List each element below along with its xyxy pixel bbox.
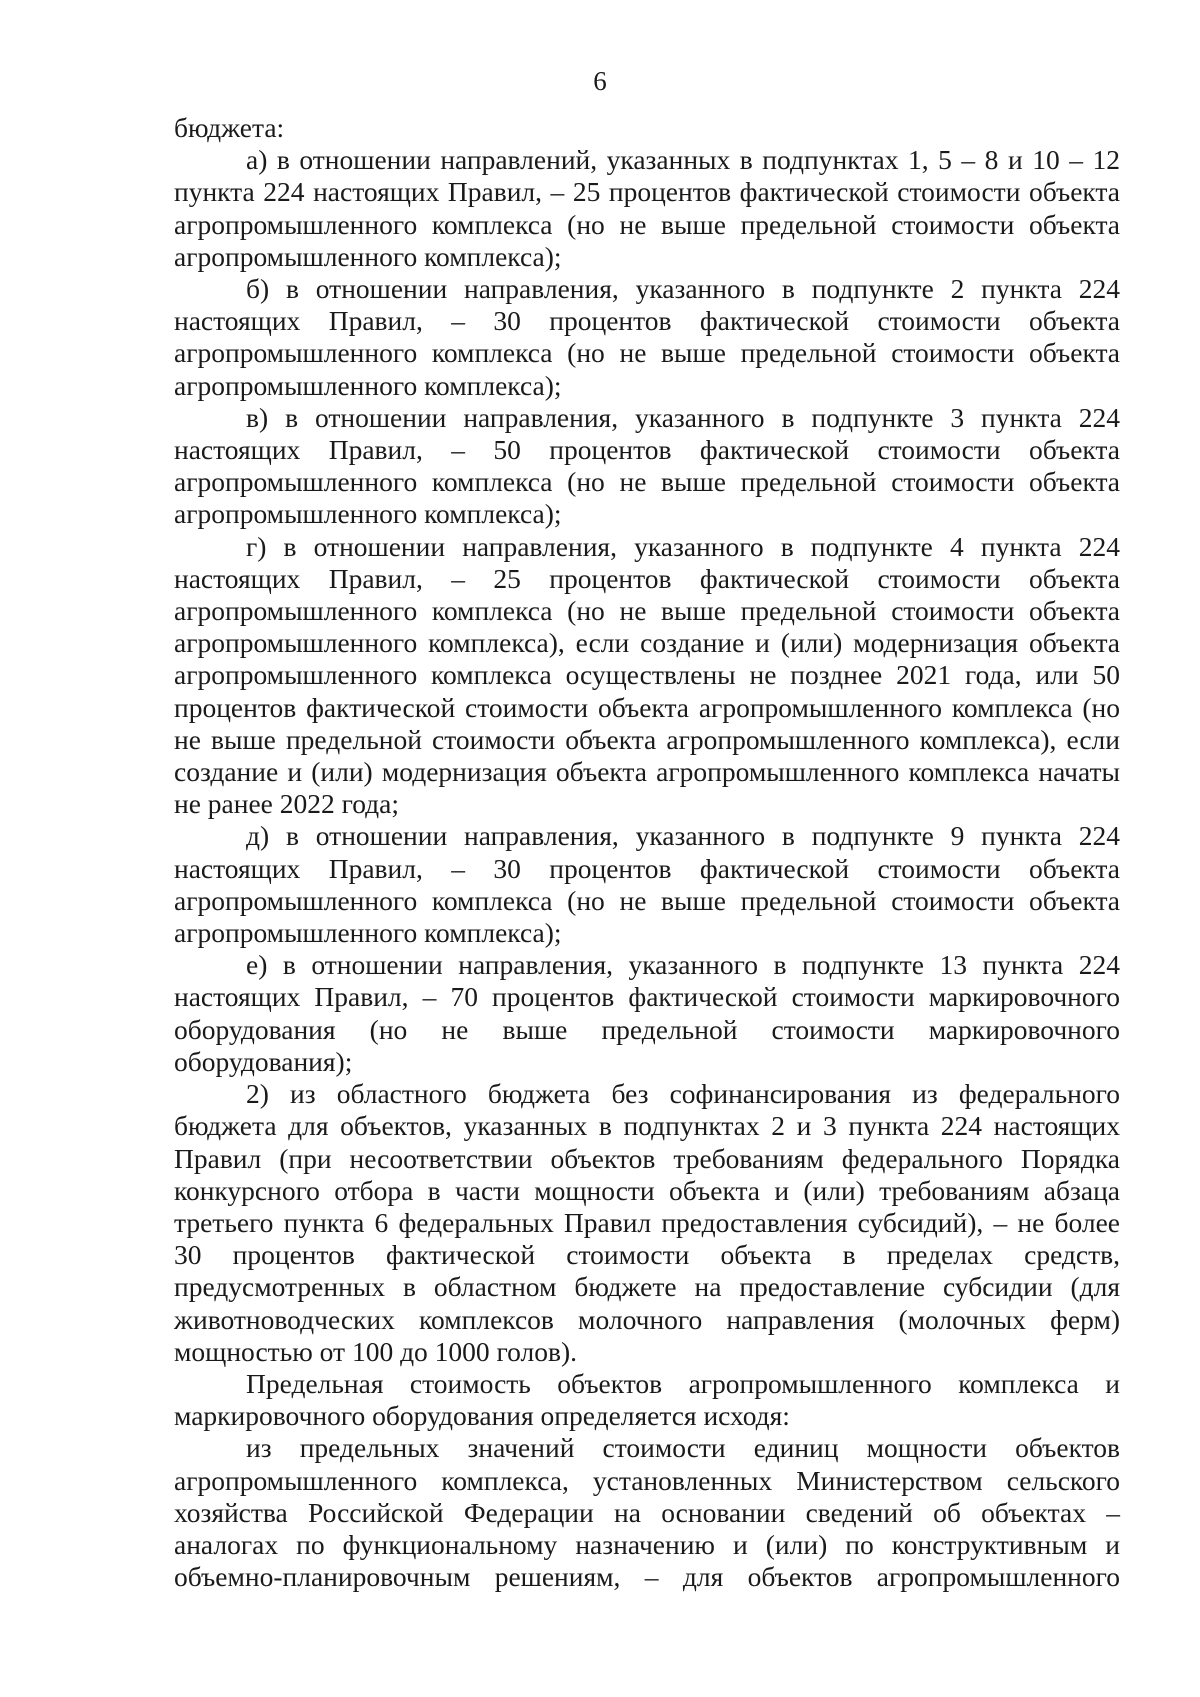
paragraph: из предельных значений стоимости единиц мощности объектов агропромышленного комплекса, установленных Министерством сельского хозяйства Российской Федерации на основании сведений об объектах – аналогах по функциональному назначению и (или) по конструктивным и объемно-планировочным решениям, – для объектов агропромышленного xyxy=(174,1432,1120,1593)
document-body xyxy=(174,112,1120,1593)
paragraph: Предельная стоимость объектов агропромышленного комплекса и маркировочного оборудования определяется исходя: xyxy=(174,1367,1120,1432)
paragraph: 2) из областного бюджета без софинансирования из федерального бюджета для объектов, указанных в подпунктах 2 и 3 пункта 224 настоящих Правил (при несоответствии объектов требованиям федерального Порядка конкурсного отбора в части мощности объекта и (или) требованиям абзаца третьего пункта 6 федеральных Правил предоставления субсидий), – не более 30 процентов фактической стоимости объекта в пределах средств, предусмотренных в областном бюджете на предоставление субсидии (для животноводческих комплексов молочного направления (молочных ферм) мощностью от 100 до 1000 голов). xyxy=(174,1078,1120,1367)
paragraph: г) в отношении направления, указанного в подпункте 4 пункта 224 настоящих Правил, – 25 процентов фактической стоимости объекта агропромышленного комплекса (но не выше предельной стоимости объекта агропромышленного комплекса), если создание и (или) модернизация объекта агропромышленного комплекса осуществлены не позднее 2021 года, или 50 процентов фактической стоимости объекта агропромышленного комплекса (но не выше предельной стоимости объекта агропромышленного комплекса), если создание и (или) модернизация объекта агропромышленного комплекса начаты не ранее 2022 года; xyxy=(174,530,1120,820)
paragraph: бюджета: xyxy=(174,112,285,143)
page-number: 6 xyxy=(593,66,607,96)
paragraph: в) в отношении направления, указанного в подпункте 3 пункта 224 настоящих Правил, – 50 процентов фактической стоимости объекта агропромышленного комплекса (но не выше предельной стоимости объекта агропромышленного комплекса); xyxy=(174,401,1120,530)
paragraph: а) в отношении направлений, указанных в подпунктах 1, 5 – 8 и 10 – 12 пункта 224 настоящих Правил, – 25 процентов фактической стоимости объекта агропромышленного комплекса (но не выше предельной стоимости объекта агропромышленного комплекса); xyxy=(174,144,1120,272)
paragraph: д) в отношении направления, указанного в подпункте 9 пункта 224 настоящих Правил, – 30 процентов фактической стоимости объекта агропромышленного комплекса (но не выше предельной стоимости объекта агропромышленного комплекса); xyxy=(174,820,1120,949)
paragraph: е) в отношении направления, указанного в подпункте 13 пункта 224 настоящих Правил, – 70 процентов фактической стоимости маркировочного оборудования (но не выше предельной стоимости маркировочного оборудования); xyxy=(174,949,1120,1077)
paragraph: б) в отношении направления, указанного в подпункте 2 пункта 224 настоящих Правил, – 30 процентов фактической стоимости объекта агропромышленного комплекса (но не выше предельной стоимости объекта агропромышленного комплекса); xyxy=(174,273,1120,401)
